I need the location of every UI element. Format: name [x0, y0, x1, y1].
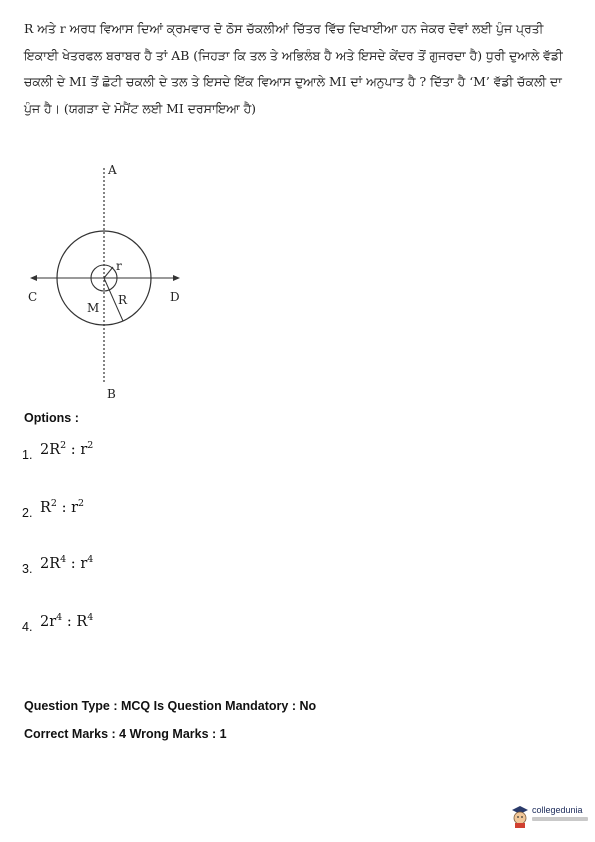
option-answer: $2R^2$ : $r^2$: [40, 440, 94, 458]
option-answer: $2r^4$ : $R^4$: [40, 612, 94, 630]
label-small-r: r: [116, 259, 122, 273]
option-number: 3.: [22, 562, 33, 576]
disc-figure: [18, 160, 218, 410]
arrow-c-icon: [30, 275, 37, 281]
label-d: D: [170, 290, 180, 304]
radius-r: [104, 267, 113, 278]
options-label: Options :: [24, 411, 79, 425]
logo-tagline-bar: [532, 817, 588, 821]
label-b: B: [107, 387, 116, 401]
option-number: 1.: [22, 448, 33, 462]
logo-wordmark: collegedunia: [532, 805, 583, 815]
option-answer: $2R^4$ : $r^4$: [40, 554, 94, 572]
question-text: R ਅਤੇ r ਅਰਧ ਵਿਆਸ ਦਿਆਂ ਕ੍ਰਮਵਾਰ ਦੋ ਠੋਸ ਚੱਕਲੀਆਂ ਚਿੱਤਰ ਵਿੱਚ ਦਿਖਾਈਆ ਹਨ ਜੇਕਰ ਦੋਵਾਂ ਲਈ ਪੁੰਜ ਪ੍ਰਤੀ ਇਕਾਈ ਖੇਤਰਫਲ ਬਰਾਬਰ ਹੈ ਤਾਂ AB (ਜਿਹੜਾ ਕਿ ਤਲ ਤੇ ਅਭਿਲੰਬ ਹੈ ਅਤੇ ਇਸਦੇ ਕੇਂਦਰ ਤੋਂ ਗੁਜਰਦਾ ਹੈ) ਧੁਰੀ ਦੁਆਲੇ ਵੱਡੀ ਚਕਲੀ ਦੇ MI ਤੋਂ ਛੋਟੀ ਚਕਲੀ ਦੇ ਤਲ ਤੇ ਇਸਦੇ ਇੱਕ ਵਿਆਸ ਦੁਆਲੇ MI ਦਾਂ ਅਨੁਪਾਤ ਹੈ ? ਦਿੱਤਾ ਹੈ ‘M’ ਵੱਡੀ ਚੱਕਲੀ ਦਾ ਪੁੰਜ ਹੈ। (ਯਗੜਾ ਦੇ ਮੋਮੈਂਟ ਲਈ MI ਦਰਸਾਇਆ ਹੈ): [24, 21, 563, 116]
label-c: C: [28, 290, 38, 304]
graduate-mascot-icon: [510, 804, 530, 828]
marks-line: Correct Marks : 4 Wrong Marks : 1: [24, 727, 227, 741]
option-answer: $R^2$ : $r^2$: [40, 498, 85, 516]
option-number: 2.: [22, 506, 33, 520]
label-m: M: [87, 301, 100, 315]
label-a: A: [108, 163, 117, 177]
option-number: 4.: [22, 620, 33, 634]
collegedunia-logo: [510, 802, 590, 830]
arrow-d-icon: [173, 275, 180, 281]
question-type-line: Question Type : MCQ Is Question Mandatory : No: [24, 699, 317, 713]
label-big-r: R: [118, 293, 128, 307]
